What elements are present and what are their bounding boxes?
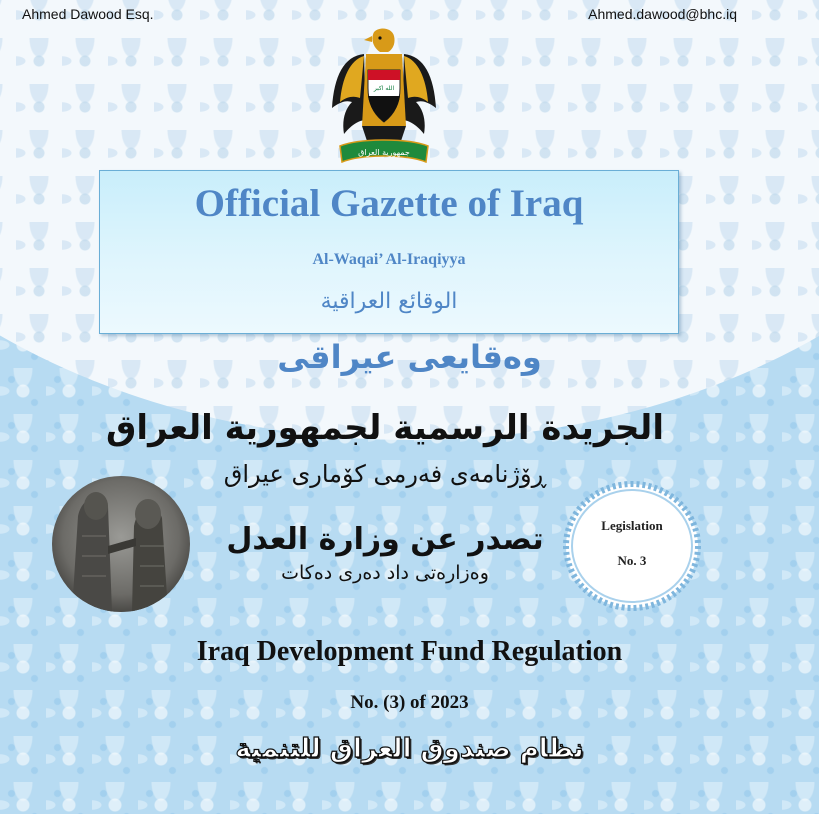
emblem-banner-text: جمهورية العراق <box>358 148 410 157</box>
issued-by-arabic: تصدر عن وزارة العدل <box>226 522 544 557</box>
regulation-number: No. (3) of 2023 <box>350 692 469 713</box>
regulation-arabic-title: نظام صندوق العراق للتنمية <box>235 734 584 764</box>
regulation-title: Iraq Development Fund Regulation <box>196 636 623 667</box>
legislation-number: No. 3 <box>617 553 647 568</box>
iraq-eagle-emblem-icon <box>330 26 438 168</box>
kurdish-official-heading: ڕۆژنامەی فەرمی کۆماری عیراق <box>223 460 547 488</box>
author-name: Ahmed Dawood Esq. <box>22 6 154 22</box>
arabic-official-heading: الجريدة الرسمية لجمهورية العراق <box>106 408 664 448</box>
gazette-title: Official Gazette of Iraq <box>194 182 584 225</box>
gazette-arabic-title: الوقائع العراقية <box>320 289 458 314</box>
gazette-title-box <box>99 170 679 334</box>
legislation-label: Legislation <box>601 518 663 533</box>
emblem-motto: الله اكبر <box>373 85 395 92</box>
issued-by-kurdish: وەزارەتی داد دەری دەکات <box>281 562 489 584</box>
legislation-badge-seal <box>562 480 702 612</box>
gazette-kurdish-title: وەقایعی عیراقی <box>277 338 542 376</box>
author-email: Ahmed.dawood@bhc.iq <box>588 6 737 22</box>
gazette-subtitle: Al-Waqai’ Al-Iraqiyya <box>312 251 466 268</box>
